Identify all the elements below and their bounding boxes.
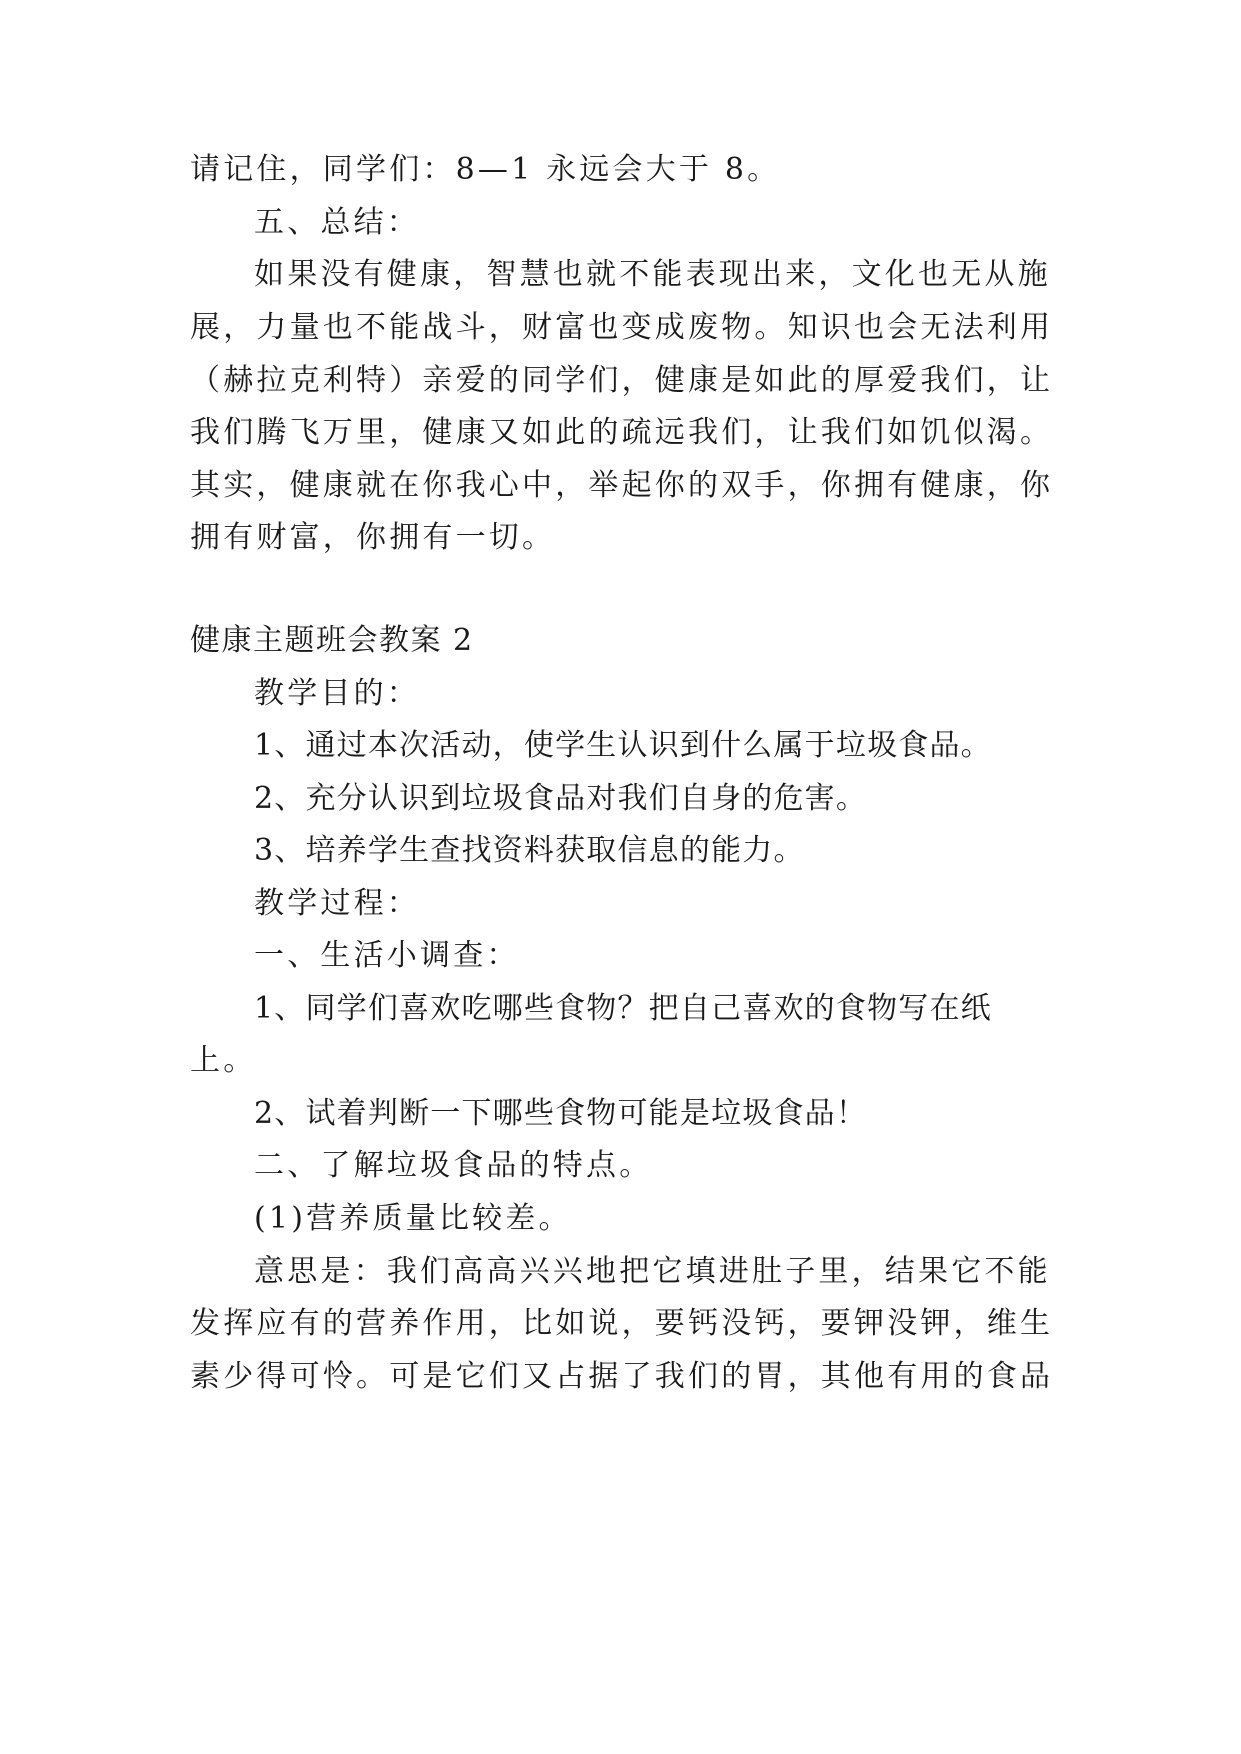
text-line-3: 如果没有健康，智慧也就不能表现出来，文化也无从施 xyxy=(254,257,1051,292)
text-line-21: 意思是：我们高高兴兴地把它填进肚子里，结果它不能 xyxy=(254,1254,1051,1289)
text-line-5: （赫拉克利特）亲爱的同学们，健康是如此的厚爱我们，让 xyxy=(190,363,1054,398)
survey-item-2: 2、试着判断一下哪些食物可能是垃圾食品！ xyxy=(254,1096,868,1131)
text-line-4: 展，力量也不能战斗，财富也变成废物。知识也会无法利用 xyxy=(190,310,1054,345)
section-heading-summary: 五、总结： xyxy=(254,205,420,240)
text-line-22: 发挥应有的营养作用，比如说，要钙没钙，要钾没钾，维生 xyxy=(190,1306,1054,1341)
feature-item-1: (1)营养质量比较差。 xyxy=(254,1201,572,1236)
document-title: 健康主题班会教案 2 xyxy=(190,623,474,658)
section-heading-process: 教学过程： xyxy=(254,886,420,921)
subsection-heading-features: 二、了解垃圾食品的特点。 xyxy=(254,1148,653,1183)
text-line-1: 请记住，同学们：8—1 永远会大于 8。 xyxy=(190,152,781,187)
text-line-8: 拥有财富，你拥有一切。 xyxy=(190,520,556,555)
goal-item-2: 2、充分认识到垃圾食品对我们自身的危害。 xyxy=(254,781,868,816)
goal-item-1: 1、通过本次活动，使学生认识到什么属于垃圾食品。 xyxy=(254,728,992,763)
text-line-6: 我们腾飞万里，健康又如此的疏远我们，让我们如饥似渴。 xyxy=(190,415,1054,450)
survey-item-1-continued: 上。 xyxy=(190,1043,257,1078)
section-heading-goals: 教学目的： xyxy=(254,676,420,711)
goal-item-3: 3、培养学生查找资料获取信息的能力。 xyxy=(254,833,805,868)
survey-item-1: 1、同学们喜欢吃哪些食物？把自己喜欢的食物写在纸 xyxy=(254,991,992,1026)
text-line-7: 其实，健康就在你我心中，举起你的双手，你拥有健康，你 xyxy=(190,468,1054,503)
subsection-heading-survey: 一、生活小调查： xyxy=(254,938,520,973)
text-line-23: 素少得可怜。可是它们又占据了我们的胃，其他有用的食品 xyxy=(190,1359,1054,1394)
